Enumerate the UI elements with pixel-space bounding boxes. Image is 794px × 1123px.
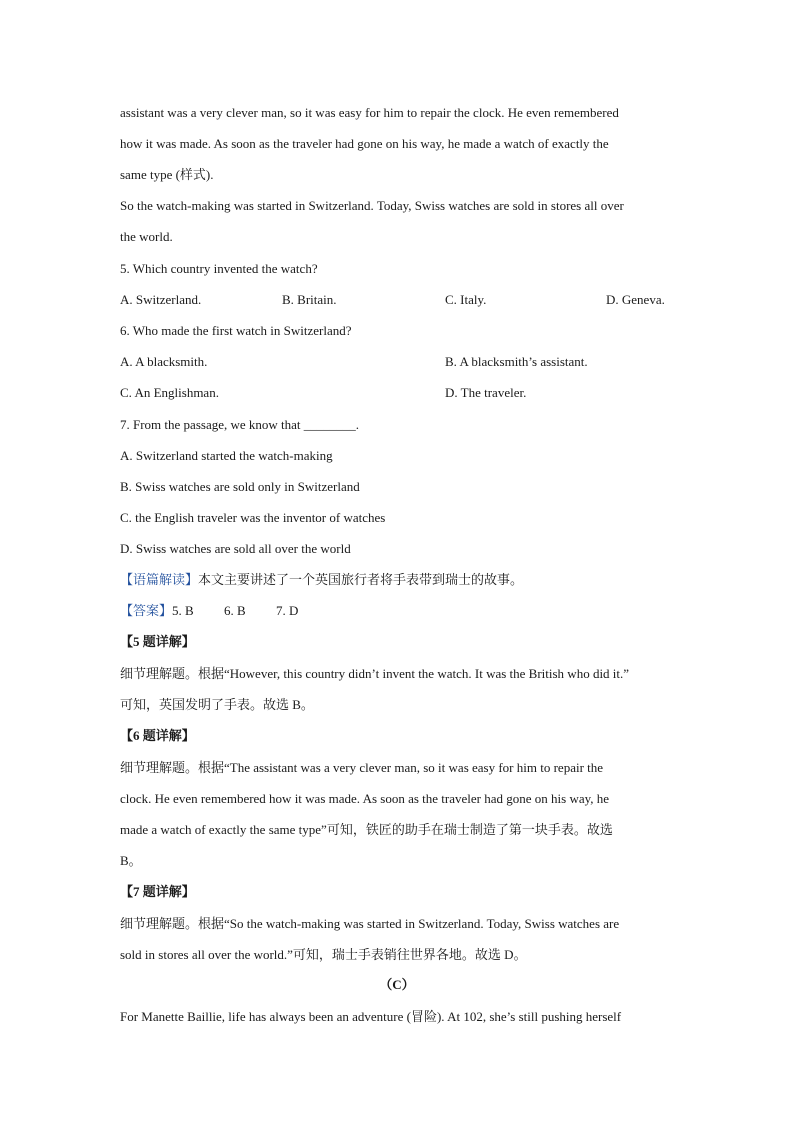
question-7-option-a: A. Switzerland started the watch-making — [120, 448, 333, 463]
section-c-line-1: For Manette Baillie, life has always been an adventure (冒险). At 102, she’s still pushing herself — [120, 1009, 622, 1024]
passage-line-5: the world. — [120, 229, 173, 244]
section-c-title: （C） — [379, 977, 415, 992]
question-7-option-c: C. the English traveler was the inventor of watches — [120, 510, 386, 525]
question-6-stem: 6. Who made the first watch in Switzerland? — [120, 323, 352, 338]
detail-7-heading: 【7 题详解】 — [120, 884, 195, 899]
detail-6-line-4: B。 — [120, 853, 142, 868]
question-5-option-a: A. Switzerland. — [120, 292, 202, 307]
question-6-option-b: B. A blacksmith’s assistant. — [445, 354, 588, 369]
analysis-line — [120, 572, 523, 588]
passage-line-2: how it was made. As soon as the traveler had gone on his way, he made a watch of exactly the — [120, 136, 609, 151]
analysis-tag: 【语篇解读】 — [120, 572, 199, 587]
passage-line-4: So the watch-making was started in Switzerland. Today, Swiss watches are sold in stores all over — [120, 198, 624, 213]
detail-6-line-2: clock. He even remembered how it was made. As soon as the traveler had gone on his way, he — [120, 791, 610, 806]
answer-line — [120, 603, 298, 619]
question-6-option-d: D. The traveler. — [445, 385, 527, 400]
question-6-option-a: A. A blacksmith. — [120, 354, 208, 369]
answer-7: 7. D — [276, 603, 299, 618]
answer-6: 6. B — [224, 603, 246, 618]
detail-5-heading: 【5 题详解】 — [120, 634, 195, 649]
passage-line-3: same type (样式). — [120, 167, 214, 182]
question-5-stem: 5. Which country invented the watch? — [120, 261, 318, 276]
detail-6-line-3: made a watch of exactly the same type”可知，铁匠的助手在瑞士制造了第一块手表。故选 — [120, 822, 613, 837]
detail-5-line-2: 可知，英国发明了手表。故选 B。 — [120, 697, 314, 712]
detail-5-line-1: 细节理解题。根据“However, this country didn’t invent the watch. It was the British who did it.” — [120, 666, 630, 681]
question-5-option-b: B. Britain. — [282, 292, 337, 307]
question-6-option-c: C. An Englishman. — [120, 385, 219, 400]
question-7-stem: 7. From the passage, we know that ________. — [120, 417, 360, 432]
detail-6-heading: 【6 题详解】 — [120, 728, 195, 743]
analysis-text: 本文主要讲述了一个英国旅行者将手表带到瑞士的故事。 — [198, 572, 524, 587]
answer-5: 5. B — [172, 603, 194, 618]
question-5-option-d: D. Geneva. — [606, 292, 665, 307]
answer-tag: 【答案】 — [120, 603, 173, 618]
detail-7-line-1: 细节理解题。根据“So the watch-making was started in Switzerland. Today, Swiss watches are — [120, 916, 620, 931]
question-7-option-d: D. Swiss watches are sold all over the world — [120, 541, 351, 556]
question-5-option-c: C. Italy. — [445, 292, 487, 307]
passage-line-1: assistant was a very clever man, so it was easy for him to repair the clock. He even remembered — [120, 105, 619, 120]
detail-6-line-1: 细节理解题。根据“The assistant was a very clever man, so it was easy for him to repair the — [120, 760, 604, 775]
detail-7-line-2: sold in stores all over the world.”可知，瑞士手表销往世界各地。故选 D。 — [120, 947, 527, 962]
question-7-option-b: B. Swiss watches are sold only in Switzerland — [120, 479, 360, 494]
